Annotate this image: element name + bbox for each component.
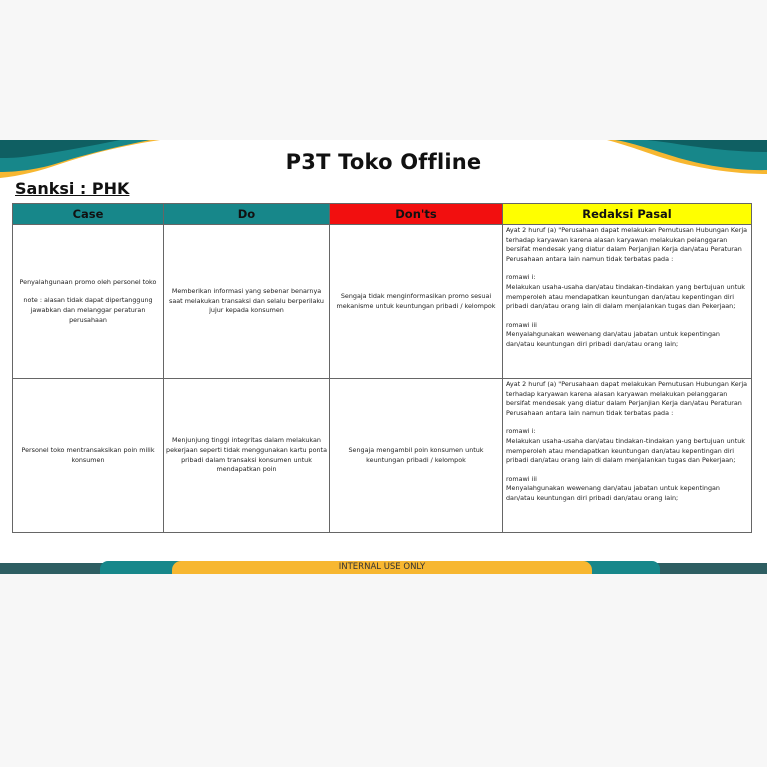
header-do: Do [164,204,330,225]
table-row [13,379,752,533]
case-note: note : alasan tidak dapat dipertanggung jawabkan dan melanggar peraturan perusahaan [23,296,153,324]
pasal-romawi-iii: romawi iii [506,474,537,483]
section-subtitle: Sanksi : PHK [15,179,130,198]
pasal-intro: Ayat 2 huruf (a) "Perusahaan dapat melakukan Pemutusan Hubungan Kerja terhadap karyawan karena alasan karyawan melakukan pelanggaran bersifat mendesak yang diatur dalam Perjanjian Kerja dan/atau Peraturan Perusahaan antara lain namun tidak terbatas pada : [506,380,748,417]
pasal-intro: Ayat 2 huruf (a) "Perusahaan dapat melakukan Pemutusan Hubungan Kerja terhadap karyawan karena alasan karyawan melakukan pelanggaran bersifat mendesak yang diatur dalam Perjanjian Kerja dan/atau Peraturan Perusahaan antara lain namun tidak terbatas pada : [506,226,748,263]
pasal-romawi-iii-text: Menyalahgunakan wewenang dan/atau jabatan untuk kepentingan dan/atau keuntungan diri pribadi dan/atau orang lain; [506,330,720,349]
pasal-romawi-i-text: Melakukan usaha-usaha dan/atau tindakan-tindakan yang bertujuan untuk memperoleh atau mendapatkan keuntungan dan/atau kepentingan diri pribadi dan/atau orang lain di dalam menjalankan tugas dan Pekerjaan; [506,437,745,465]
donts-cell: Sengaja tidak menginformasikan promo sesuai mekanisme untuk keuntungan pribadi / kelompok [330,225,503,379]
case-cell [13,379,164,533]
pasal-romawi-i: romawi i: [506,427,536,436]
header-case: Case [13,204,164,225]
pasal-cell [503,379,752,533]
header-donts: Don'ts [330,204,503,225]
footer-label: INTERNAL USE ONLY [172,561,592,574]
pasal-romawi-i-text: Melakukan usaha-usaha dan/atau tindakan-tindakan yang bertujuan untuk memperoleh atau mendapatkan keuntungan dan/atau kepentingan diri pribadi dan/atau orang lain di dalam menjalankan tugas dan Pekerjaan; [506,283,745,311]
do-cell: Memberikan informasi yang sebenar benarnya saat melakukan transaksi dan selalu berperilaku jujur kepada konsumen [164,225,330,379]
slide [0,140,767,574]
pasal-cell [503,225,752,379]
case-text: Personel toko mentransaksikan poin milik konsumen [21,445,155,464]
pasal-romawi-iii-text: Menyalahgunakan wewenang dan/atau jabatan untuk kepentingan dan/atau keuntungan diri pribadi dan/atau orang lain; [506,484,720,503]
donts-cell: Sengaja mengambil poin konsumen untuk keuntungan pribadi / kelompok [330,379,503,533]
sanction-table [12,203,752,533]
table-header-row [13,204,752,225]
table-row [13,225,752,379]
header-redaksi-pasal: Redaksi Pasal [503,204,752,225]
pasal-romawi-i: romawi i: [506,273,536,282]
pasal-romawi-iii: romawi iii [506,320,537,329]
case-cell [13,225,164,379]
case-text: Penyalahgunaan promo oleh personel toko [19,277,157,286]
do-cell: Menjunjung tinggi integritas dalam melakukan pekerjaan seperti tidak menggunakan kartu ponta pribadi dalam transaksi konsumen untuk mendapatkan poin [164,379,330,533]
page-title: P3T Toko Offline [285,150,482,174]
